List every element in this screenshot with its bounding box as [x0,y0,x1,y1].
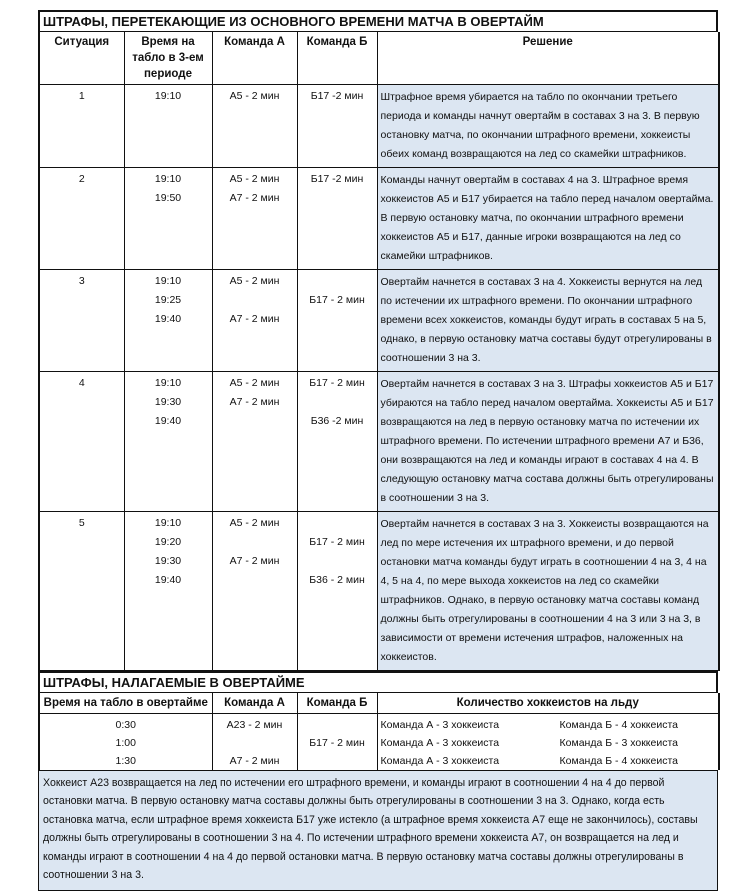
team-b-cell [297,372,377,512]
team-b-penalty [298,393,377,412]
situation-cell [39,270,124,372]
team-b-count: Команда Б - 4 хоккеиста [559,719,678,731]
table-row [39,512,719,671]
ot-team-a-penalty: А23 - 2 мин [226,719,283,731]
penalty-time: 19:10 [154,517,182,529]
penalty-time: 19:10 [154,90,182,102]
team-b-penalty: Б17 -2 мин [310,90,364,102]
situation-number: 4 [78,377,85,389]
penalty-time: 19:25 [154,294,182,306]
team-b-cell [297,512,377,671]
decision-text: Овертайм начнется в составах 3 на 3. Штрафы хоккеистов А5 и Б17 убираются на табло перед началом овертайма. Хоккеисты А5 и Б17 возвращаются на лед в первую остановку матча по истечении их штрафного времени. По истечении штрафного времени А7 и Б36, они возвращаются на лед и команды играют в составах 4 на 4. В следующую остановку матча состава должны быть отрегулированы в соотношении 3 на 3. [380,378,714,504]
team-b-penalty: Б36 - 2 мин [309,574,365,586]
team-a-penalty [213,291,297,310]
ot-team-a-penalty: А7 - 2 мин [229,755,280,767]
decision-cell [377,270,719,372]
team-b-cell [297,168,377,270]
team-a-cell [212,372,297,512]
ot-time: 1:00 [115,737,136,749]
penalty-time: 19:40 [154,415,182,427]
team-b-penalty [298,514,377,533]
table-header-row [39,693,719,714]
team-b-penalty: Б36 -2 мин [310,415,364,427]
team-a-penalty: А7 - 2 мин [229,313,280,325]
table-row [39,168,719,270]
penalty-time: 19:40 [154,313,182,325]
team-b-penalty [298,272,377,291]
team-b-cell [297,270,377,372]
situation-number: 1 [78,90,85,102]
penalty-time: 19:10 [154,275,182,287]
team-a-cell [212,270,297,372]
header-ot-team-a: Команда А [212,693,297,714]
team-b-penalty: Б17 - 2 мин [309,536,365,548]
rules-sheet [38,10,718,891]
team-a-penalty: А7 - 2 мин [229,555,280,567]
overtime-footnote: Хоккеист А23 возвращается на лед по истечении его штрафного времени, и команды играют в соотношении 4 на 4 до первой остановки матча. В первую остановку матча составы должны быть отрегулированы в соотношении 3 на 3. Однако, когда есть остановка матча, если штрафное время хоккеиста Б17 уже истекло (а штрафное время хоккеиста А7 еще не закончилось), составы должны быть отрегулированы в соотношении 3 на 4. По истечении штрафного времени хоккеиста А7, он возвращается на лед и команды играют в соотношении 4 на 4 до первой остановки матча. В первую остановку матча составы должны отрегулированы в соотношении 3 на 3. [38,770,718,891]
team-a-penalty: А5 - 2 мин [229,275,280,287]
penalty-time: 19:40 [154,574,182,586]
table-row [39,270,719,372]
ot-team-b-penalty [298,752,377,770]
header-team-b: Команда Б [297,32,377,85]
ot-team-b-penalty: Б17 - 2 мин [309,737,365,749]
header-ot-team-b: Команда Б [297,693,377,714]
header-situation: Ситуация [39,32,124,85]
decision-text: Овертайм начнется в составах 3 на 3. Хоккеисты возвращаются на лед по мере истечения их штрафного времени, и до первой остановки матча команды будут играть в соотношении 4 на 3, 4 на 4, 5 на 4, по мере выхода хоккеистов на лед со скамейки штрафников. Однако, в первую остановку матча составы команд должны быть отрегулированы в соотношении 4 на 3 или 3 на 3, в зависимости от времени истечения штрафов, наложенных на хоккеистов. [380,518,709,663]
situation-number: 2 [78,173,85,185]
team-a-penalty: А7 - 2 мин [229,192,280,204]
team-b-count: Команда Б - 3 хоккеиста [559,737,678,749]
ot-time: 1:30 [115,755,136,767]
team-b-penalty: Б17 -2 мин [310,173,364,185]
team-a-penalty: А5 - 2 мин [229,173,280,185]
time-cell [124,270,212,372]
team-a-count: Команда А - 3 хоккеиста [380,719,500,731]
team-a-count: Команда А - 3 хоккеиста [380,737,500,749]
time-cell [124,512,212,671]
team-a-penalty: А5 - 2 мин [229,90,280,102]
players-count-row [378,716,719,734]
header-players-on-ice: Количество хоккеистов на льду [377,693,719,714]
decision-text: Команды начнут овертайм в составах 4 на 3. Штрафное время хоккеистов А5 и Б17 убирается на табло перед началом овертайма. В первую остановку матча, по окончании штрафного времени хоккеистов А5 и Б17, данные игроки возвращаются на лед со скамейки штрафников. [380,174,714,262]
team-a-penalty: А5 - 2 мин [229,517,280,529]
decision-text: Овертайм начнется в составах 3 на 4. Хоккеисты вернутся на лед по истечении их штрафного времени. По окончании штрафного времени всех хоккеистов, команды будут играть в составах 5 на 5, однако, в первую остановку матча составы будут отрегулированы в соотношении 3 на 3. [380,276,712,364]
header-team-a: Команда А [212,32,297,85]
decision-cell [377,168,719,270]
situation-cell [39,372,124,512]
table-row [39,372,719,512]
time-cell [124,85,212,168]
penalty-time: 19:30 [154,396,182,408]
team-a-penalty [213,412,297,431]
time-cell [124,168,212,270]
decision-text: Штрафное время убирается на табло по окончании третьего периода и команды начнут овертайм в составах 3 на 3. В первую остановку матча, по окончании штрафного времени, хоккеисты обеих команд возвращаются на лед со скамейки штрафников. [380,91,700,160]
situation-number: 5 [78,517,85,529]
ot-time: 0:30 [115,719,136,731]
situation-cell [39,168,124,270]
team-a-cell [212,168,297,270]
ot-team-b-penalty [298,716,377,734]
team-a-penalty: А5 - 2 мин [229,377,280,389]
header-ot-time: Время на табло в овертайме [39,693,212,714]
decision-cell [377,85,719,168]
penalty-time: 19:30 [154,555,182,567]
table-row [39,85,719,168]
team-a-penalty [213,533,297,552]
section1-title: ШТРАФЫ, ПЕРЕТЕКАЮЩИЕ ИЗ ОСНОВНОГО ВРЕМЕНИ МАТЧА В ОВЕРТАЙМ [38,10,718,32]
penalty-time: 19:50 [154,192,182,204]
decision-cell [377,512,719,671]
team-b-penalty [298,552,377,571]
team-a-penalty [213,571,297,590]
situation-cell [39,85,124,168]
team-a-penalty: А7 - 2 мин [229,396,280,408]
team-a-cell [212,512,297,671]
situation-cell [39,512,124,671]
team-a-cell [212,85,297,168]
team-b-cell [297,85,377,168]
header-decision: Решение [377,32,719,85]
overtime-penalties-table [38,693,720,770]
players-count-row [378,734,719,752]
penalty-time: 19:10 [154,377,182,389]
penalty-time: 19:10 [154,173,182,185]
situation-number: 3 [78,275,85,287]
ot-team-a-penalty [213,734,297,752]
table-header-row [39,32,719,85]
header-time: Время на табло в 3-ем периоде [124,32,212,85]
team-a-count: Команда А - 3 хоккеиста [380,755,500,767]
section2-title: ШТРАФЫ, НАЛАГАЕМЫЕ В ОВЕРТАЙМЕ [38,671,718,693]
players-count-row [378,752,719,770]
team-b-penalty: Б17 - 2 мин [309,377,365,389]
team-b-penalty [298,310,377,329]
decision-cell [377,372,719,512]
time-cell [124,372,212,512]
team-b-count: Команда Б - 4 хоккеиста [559,755,678,767]
team-b-penalty: Б17 - 2 мин [309,294,365,306]
overtime-carryover-table [38,32,720,671]
table-row [39,714,719,771]
penalty-time: 19:20 [154,536,182,548]
